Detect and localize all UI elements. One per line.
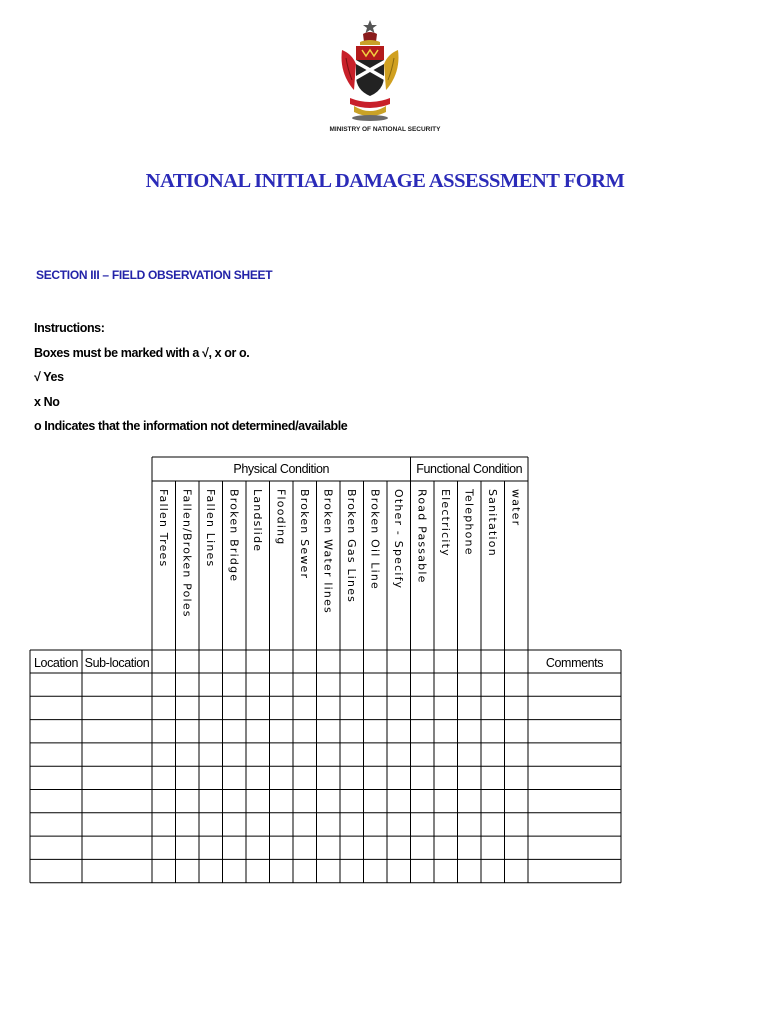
ministry-name: MINISTRY OF NATIONAL SECURITY bbox=[329, 126, 441, 133]
comments-header: Comments bbox=[545, 656, 604, 670]
functional-column-label: Telephone bbox=[462, 489, 476, 556]
sublocation-header: Sub-location bbox=[84, 656, 150, 670]
physical-column-label: Other - Specify bbox=[391, 489, 405, 590]
form-title: NATIONAL INITIAL DAMAGE ASSESSMENT FORM bbox=[145, 170, 625, 192]
functional-column-label: water bbox=[509, 489, 523, 527]
physical-column-label: Broken Gas Lines bbox=[344, 489, 358, 604]
section-title: SECTION III – FIELD OBSERVATION SHEET bbox=[36, 268, 273, 282]
functional-column-label: Electricity bbox=[438, 489, 452, 557]
instructions-heading: Instructions: bbox=[34, 321, 105, 335]
instructions-line-undetermined: o Indicates that the information not determined/available bbox=[34, 419, 348, 433]
physical-condition-header: Physical Condition bbox=[233, 462, 330, 476]
instructions-line-yes: √ Yes bbox=[34, 370, 64, 384]
functional-column-label: Road Passable bbox=[415, 489, 429, 584]
instructions-line-mark: Boxes must be marked with a √, x or o. bbox=[34, 345, 250, 360]
physical-column-label: Flooding bbox=[274, 489, 288, 546]
functional-column-label: Sanitation bbox=[485, 489, 499, 557]
physical-column-label: Broken Bridge bbox=[227, 489, 241, 583]
physical-column-label: Fallen/Broken Poles bbox=[180, 489, 194, 618]
physical-column-label: Fallen Trees bbox=[156, 489, 170, 568]
physical-column-label: Landslide bbox=[250, 489, 264, 553]
functional-condition-header: Functional Condition bbox=[416, 462, 523, 476]
physical-column-label: Broken Sewer bbox=[297, 489, 311, 580]
physical-column-label: Fallen Lines bbox=[203, 489, 217, 568]
instructions-line-no: x No bbox=[34, 394, 60, 409]
physical-column-label: Broken Water lines bbox=[321, 489, 335, 614]
location-header: Location bbox=[33, 656, 79, 670]
physical-column-label: Broken Oil Line bbox=[368, 489, 382, 590]
